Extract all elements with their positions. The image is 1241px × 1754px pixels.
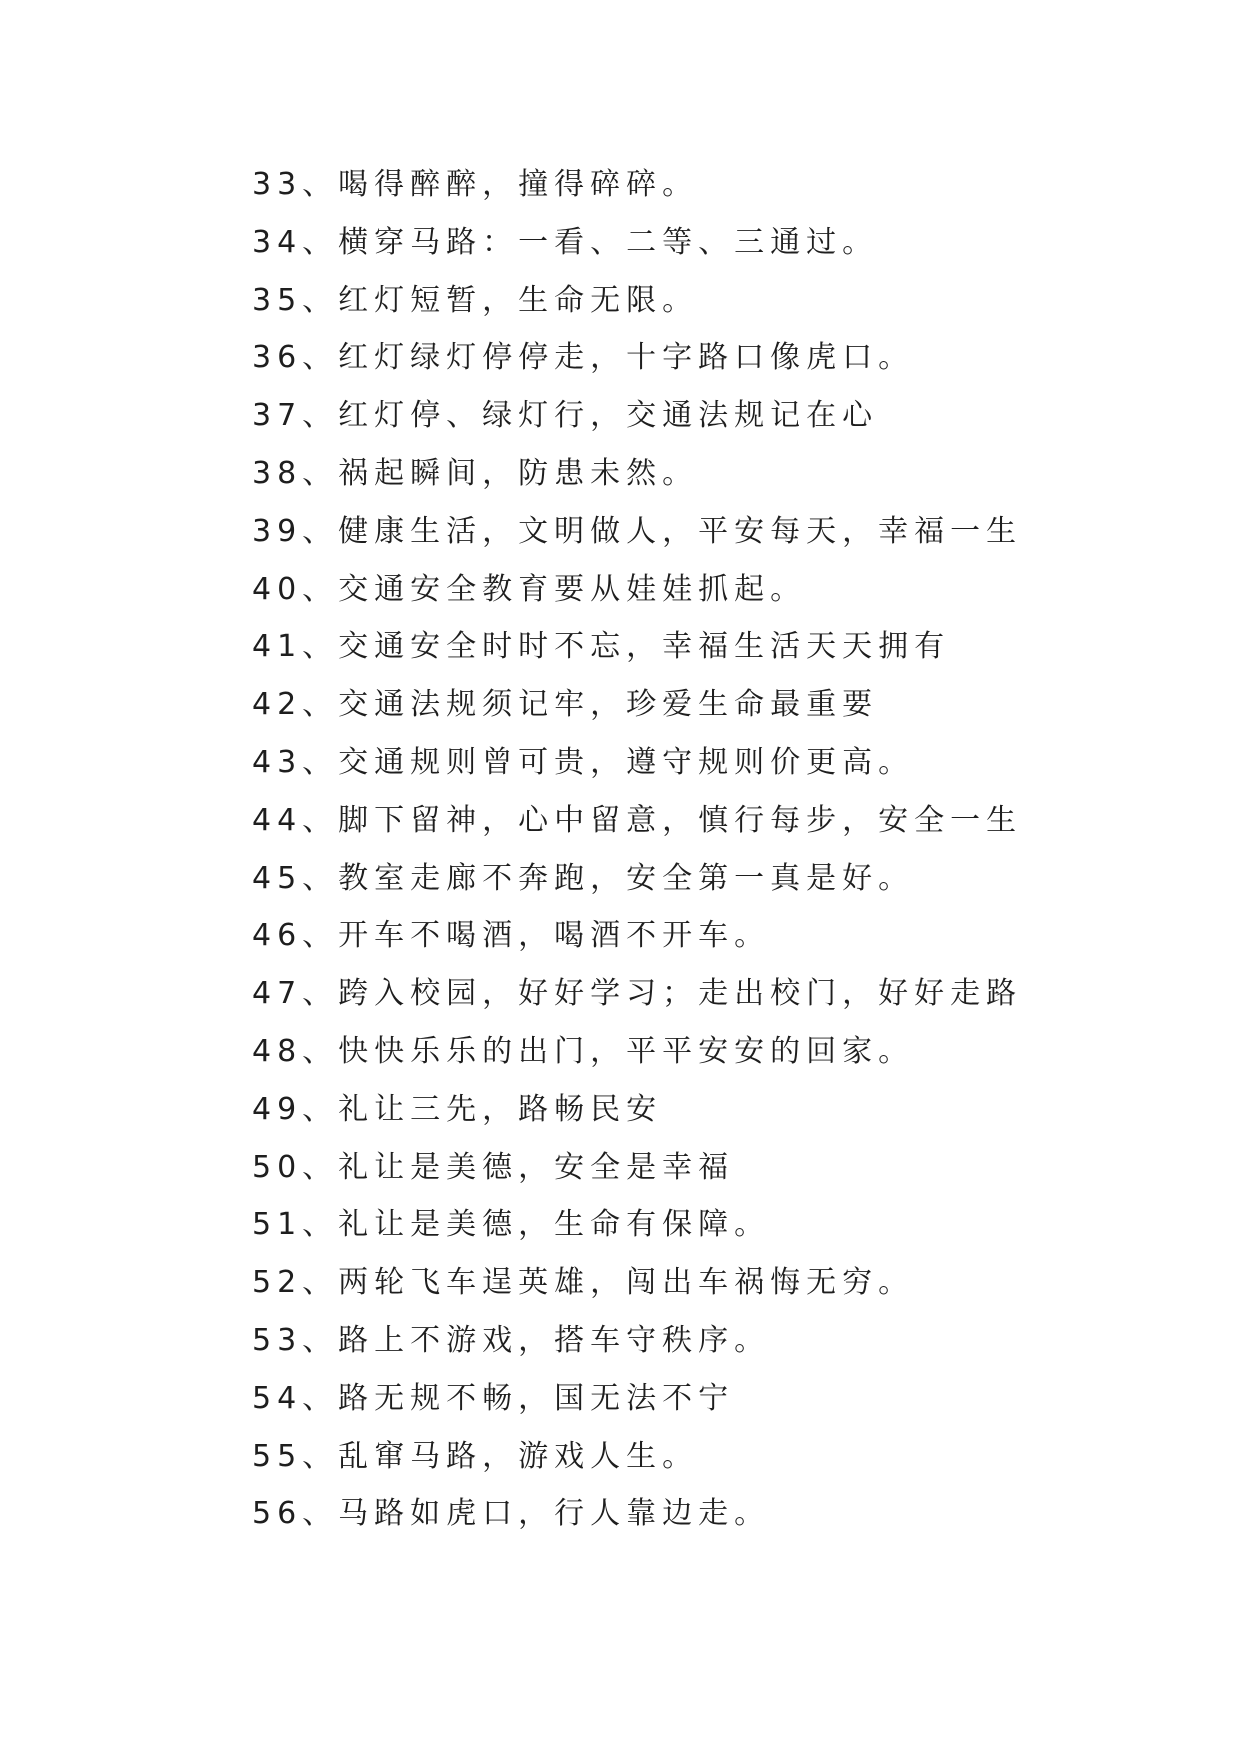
list-item: 52、两轮飞车逞英雄，闯出车祸悔无穷。 [252, 1265, 915, 1301]
list-item: 49、礼让三先，路畅民安 [252, 1091, 663, 1127]
list-item: 42、交通法规须记牢，珍爱生命最重要 [252, 687, 879, 723]
list-item: 50、礼让是美德，安全是幸福 [252, 1149, 735, 1185]
list-item: 41、交通安全时时不忘，幸福生活天天拥有 [252, 629, 951, 665]
list-item: 38、祸起瞬间，防患未然。 [252, 455, 699, 491]
list-item: 46、开车不喝酒，喝酒不开车。 [252, 918, 771, 954]
list-item: 53、路上不游戏，搭车守秩序。 [252, 1322, 771, 1358]
list-item: 47、跨入校园，好好学习；走出校门，好好走路 [252, 976, 1023, 1012]
list-item: 48、快快乐乐的出门，平平安安的回家。 [252, 1033, 915, 1069]
list-item: 37、红灯停、绿灯行，交通法规记在心 [252, 398, 879, 434]
list-item: 36、红灯绿灯停停走，十字路口像虎口。 [252, 340, 915, 376]
list-item: 34、横穿马路：一看、二等、三通过。 [252, 224, 879, 260]
list-item: 39、健康生活，文明做人，平安每天，幸福一生 [252, 513, 1023, 549]
list-item: 51、礼让是美德，生命有保障。 [252, 1207, 771, 1243]
list-item: 43、交通规则曾可贵，遵守规则价更高。 [252, 744, 915, 780]
list-item: 33、喝得醉醉，撞得碎碎。 [252, 167, 699, 202]
slogan-list [252, 156, 1052, 1543]
list-item: 45、教室走廊不奔跑，安全第一真是好。 [252, 860, 915, 896]
list-item: 55、乱窜马路，游戏人生。 [252, 1438, 699, 1474]
list-item: 40、交通安全教育要从娃娃抓起。 [252, 571, 807, 607]
list-item: 44、脚下留神，心中留意，慎行每步，安全一生 [252, 802, 1023, 838]
list-item: 35、红灯短暂，生命无限。 [252, 282, 699, 318]
list-item: 56、马路如虎口，行人靠边走。 [252, 1496, 771, 1532]
list-item: 54、路无规不畅，国无法不宁 [252, 1380, 735, 1416]
